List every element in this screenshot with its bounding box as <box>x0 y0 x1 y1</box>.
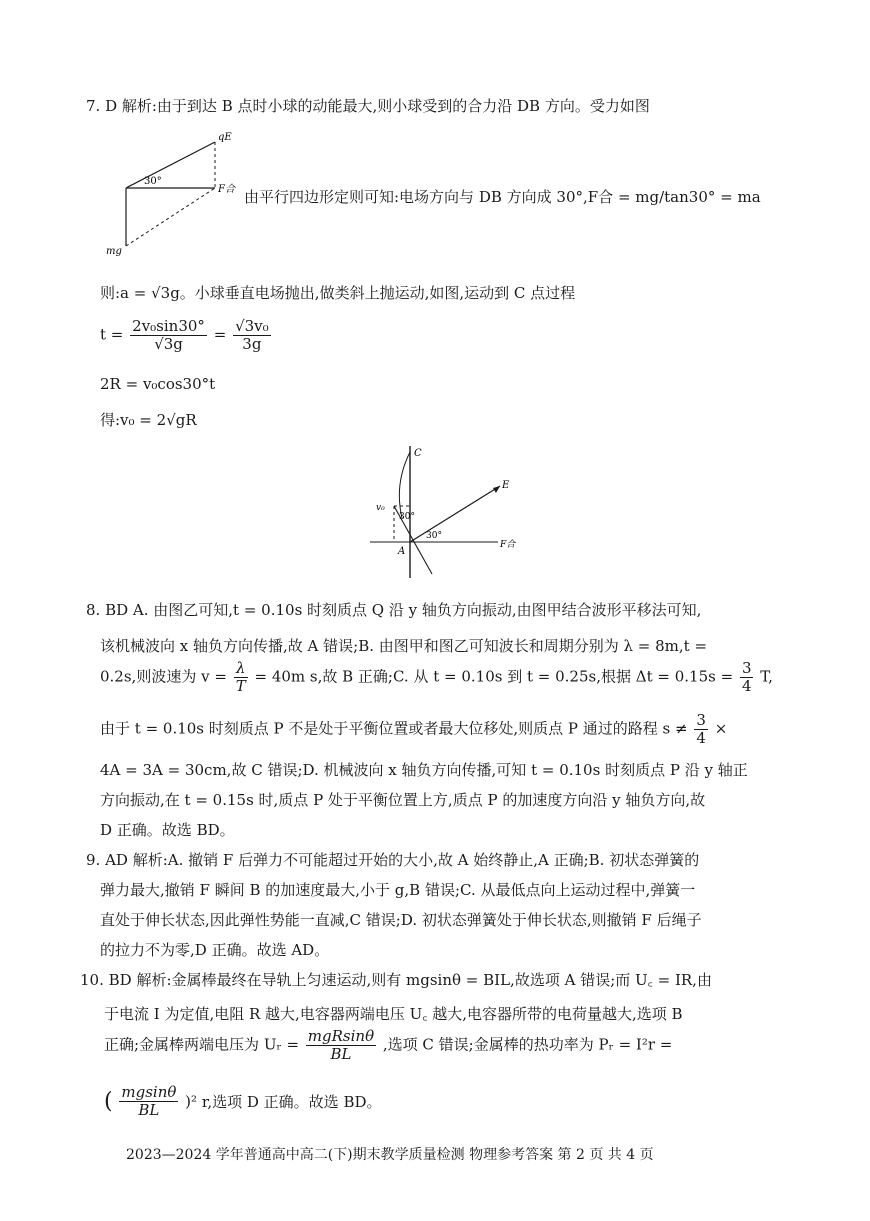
resultant-line <box>126 142 215 188</box>
label-e: E <box>502 480 510 491</box>
q9-line3: 直处于伸长状态,因此弹性势能一直减,C 错误;D. 初状态弹簧处于伸长状态,则撤销 F 后绳子 <box>100 911 702 929</box>
fraction: $\frac{\text{2v₀sin30°}}{√3g}$ <box>132 317 205 353</box>
fraction: $\frac{\text{√3v₀}}{3g}$ <box>235 317 269 353</box>
label-qe: qE <box>218 132 232 143</box>
e-line <box>410 486 500 542</box>
q10-line3: 正确;金属棒两端电压为 Uᵣ = $\frac{\text{mgRsinθ}}{BL}$ ,选项 C 错误;金属棒的热功率为 Pᵣ = I²r = <box>104 1027 673 1063</box>
q7-line1: 7. D 解析:由于到达 B 点时小球的动能最大,则小球受到的合力沿 DB 方向。受力如图 <box>86 97 650 115</box>
q8-line4: 由于 t = 0.10s 时刻质点 P 不是处于平衡位置或者最大位移处,则质点 P 通过的路程 s ≠ $\frac{3}{4}$ × <box>100 711 728 747</box>
q8-line6: 方向振动,在 t = 0.15s 时,质点 P 处于平衡位置上方,质点 P 的加速度方向沿 y 轴负方向,故 <box>100 791 706 809</box>
q9-line2: 弹力最大,撤销 F 瞬间 B 的加速度最大,小于 g,B 错误;C. 从最低点向上运动过程中,弹簧一 <box>100 881 696 899</box>
q8-line3: 0.2s,则波速为 v = $\frac{\lambda}{T}$ = 40m s,故 B 正确;C. 从 t = 0.10s 到 t = 0.25s,根据 Δt = 0.15s = $\frac{3}{4}$ T, <box>100 659 773 695</box>
q7-t-equation <box>100 318 273 353</box>
label-mg: mg <box>106 246 122 257</box>
label-c: C <box>414 448 422 459</box>
q10-line2: 于电流 I 为定值,电阻 R 越大,电容器两端电压 U꜀ 越大,电容器所带的电荷量越大,选项 B <box>104 1005 683 1023</box>
fraction: $\frac{\lambda}{T}$ <box>235 659 246 695</box>
label-angle1: 30° <box>399 512 415 522</box>
q8-line7: D 正确。故选 BD。 <box>100 821 235 839</box>
q8-line2: 该机械波向 x 轴负方向传播,故 A 错误;B. 由图甲和图乙可知波长和周期分别为 λ = 8m,t = <box>100 637 708 655</box>
q10-line4: ( $\frac{mgsin\theta}{BL}$ )² r,选项 D 正确。故选 BD。 <box>104 1083 382 1119</box>
label-a: A <box>398 546 406 557</box>
t-lhs: t = <box>100 325 124 344</box>
fraction: $\frac{3}{4}$ <box>696 711 706 747</box>
label-angle2: 30° <box>426 531 442 541</box>
e-arrowhead <box>493 486 500 493</box>
label-f: F合 <box>218 184 235 195</box>
q7-result: 得:v₀ = 2√gR <box>100 411 197 429</box>
label-angle: 30° <box>144 176 162 187</box>
label-f: F合 <box>500 540 516 550</box>
q7-line-a: 则:a = √3g。小球垂直电场抛出,做类斜上抛运动,如图,运动到 C 点过程 <box>100 284 576 302</box>
label-v0: v₀ <box>376 503 385 513</box>
equals: = <box>213 325 227 344</box>
q9-line4: 的拉力不为零,D 正确。故选 AD。 <box>100 941 330 959</box>
dashed-diagonal <box>126 188 215 246</box>
q10-line1: 10. BD 解析:金属棒最终在导轨上匀速运动,则有 mgsinθ = BIL,故选项 A 错误;而 U꜀ = IR,由 <box>80 971 712 989</box>
fraction: $\frac{3}{4}$ <box>741 659 752 695</box>
fraction: $\frac{mgsin\theta}{BL}$ <box>121 1083 177 1119</box>
page-footer: 2023—2024 学年普通高中高二(下)期末教学质量检测 物理参考答案 第 2 页 共 4 页 <box>126 1147 654 1163</box>
fraction: $\frac{\text{mgRsinθ}}{BL}$ <box>307 1027 375 1063</box>
motion-diagram <box>360 440 530 580</box>
q8-line5: 4A = 3A = 30cm,故 C 错误;D. 机械波向 x 轴负方向传播,可知 t = 0.10s 时刻质点 P 沿 y 轴正 <box>100 761 748 779</box>
trajectory-curve <box>399 452 410 518</box>
q7-line-beside-fig: 由平行四边形定则可知:电场方向与 DB 方向成 30°,F合 = mg/tan30° = ma <box>244 188 761 206</box>
q9-line1: 9. AD 解析:A. 撤销 F 后弹力不可能超过开始的大小,故 A 始终静止,A 正确;B. 初状态弹簧的 <box>86 851 700 869</box>
q7-eq2: 2R = v₀cos30°t <box>100 375 216 393</box>
force-diagram <box>100 128 250 258</box>
q8-line1: 8. BD A. 由图乙可知,t = 0.10s 时刻质点 Q 沿 y 轴负方向振动,由图甲结合波形平移法可知, <box>86 601 702 619</box>
